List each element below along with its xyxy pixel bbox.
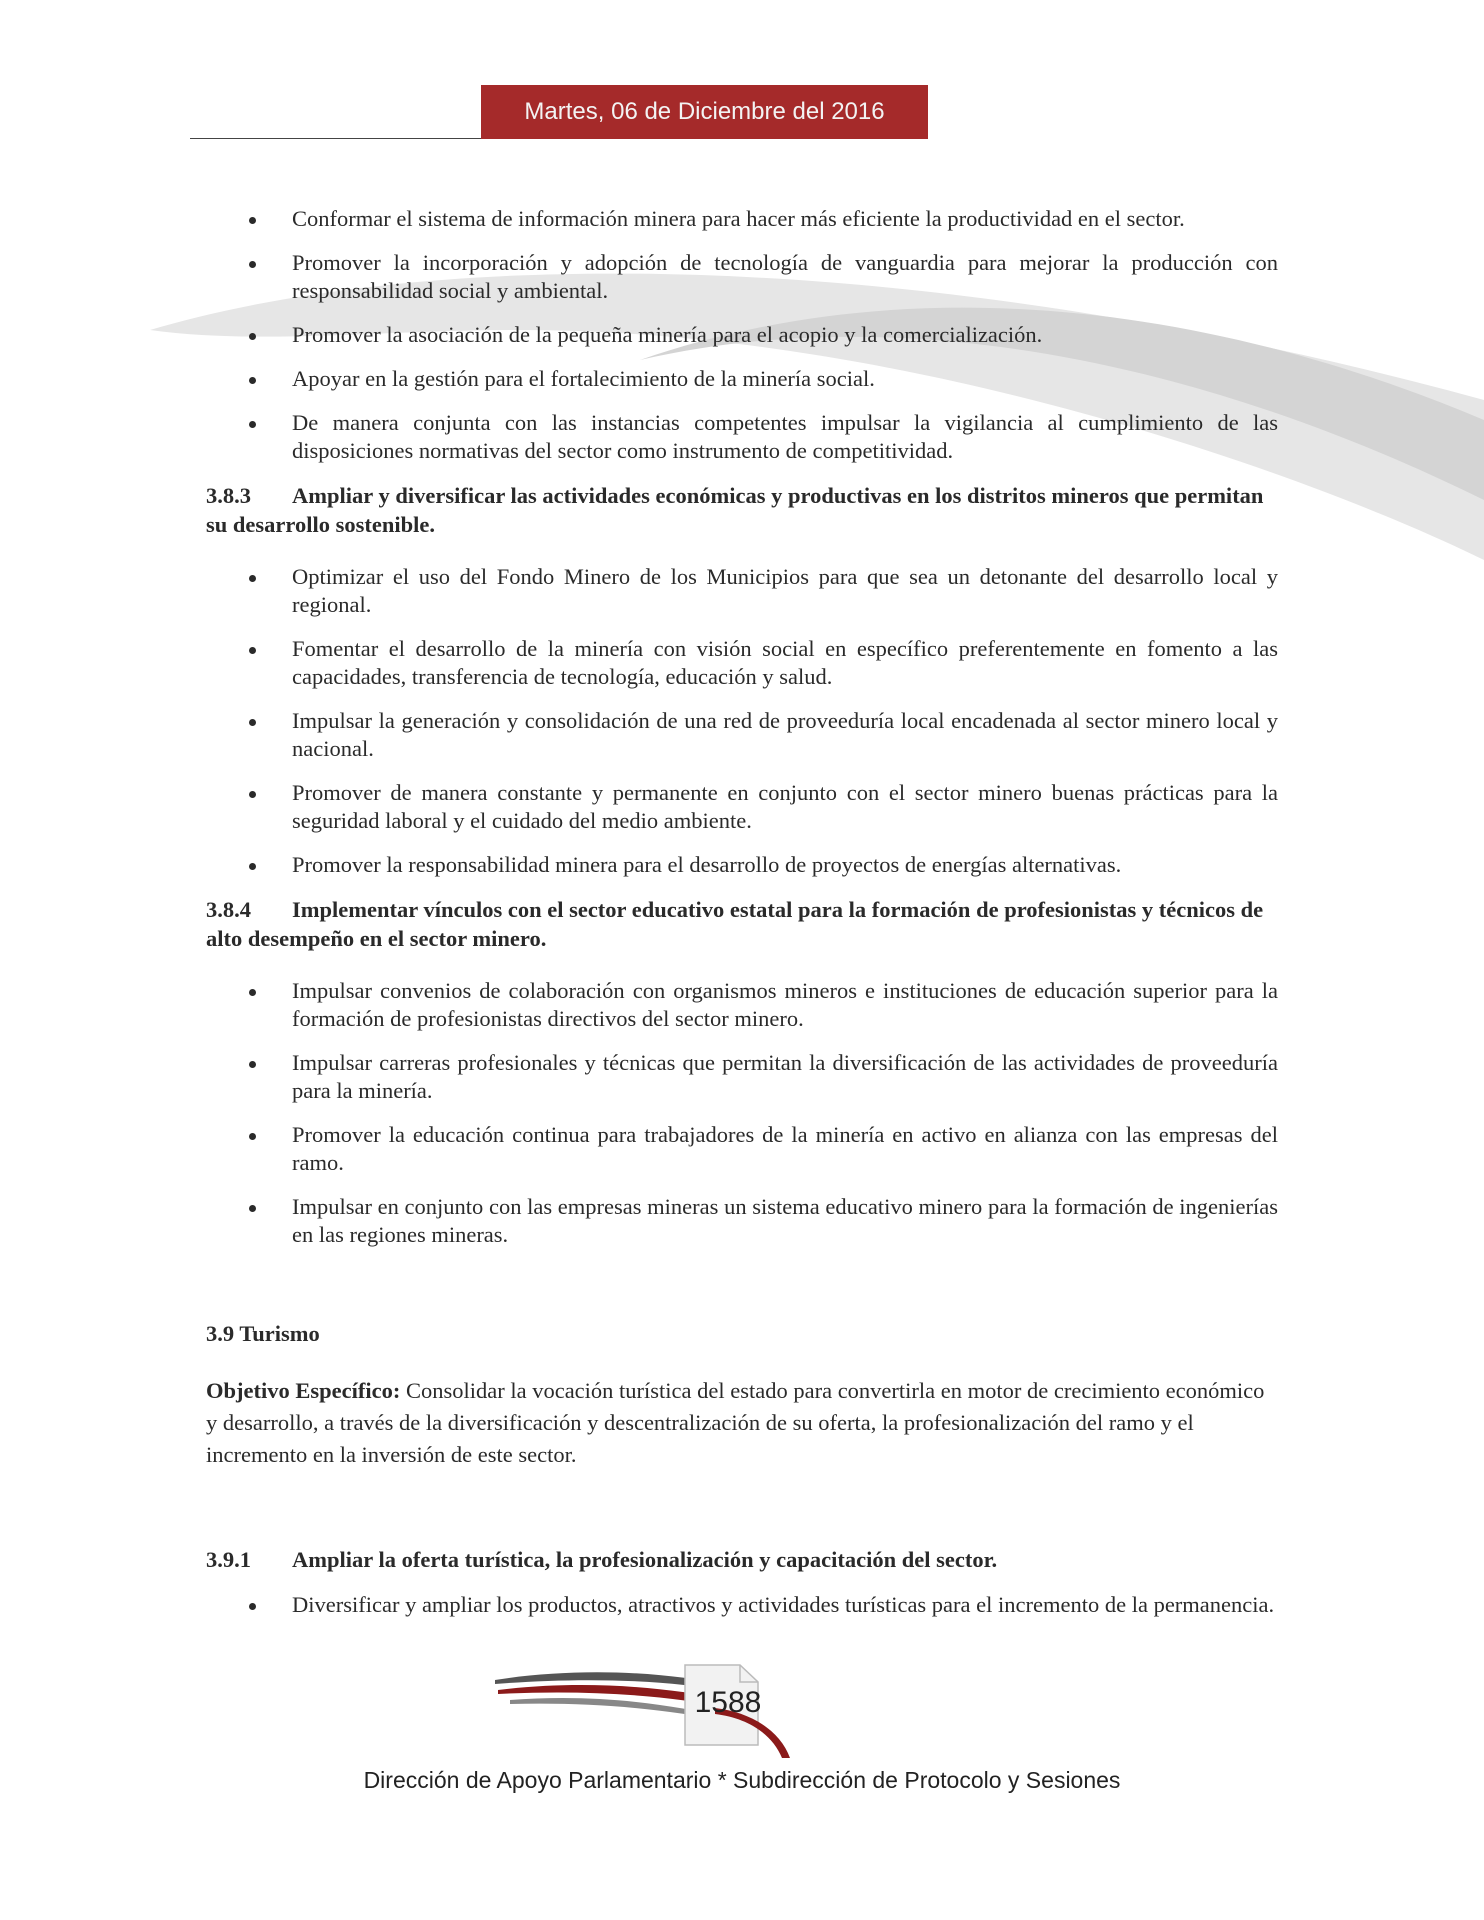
list-item: Diversificar y ampliar los productos, atractivos y actividades turísticas para el incremento de la permanencia. — [206, 1591, 1278, 1619]
bullet-list-3 — [206, 977, 1278, 1249]
list-item: Promover la educación continua para trabajadores de la minería en activo en alianza con las empresas del ramo. — [206, 1121, 1278, 1177]
section-heading-3-8-3: 3.8.3 Ampliar y diversificar las actividades económicas y productivas en los distritos mineros que permitan su desarrollo sostenible. — [206, 483, 1264, 537]
list-item: Impulsar en conjunto con las empresas mineras un sistema educativo minero para la formación de ingenierías en las regiones mineras. — [206, 1193, 1278, 1249]
list-item: Impulsar carreras profesionales y técnicas que permitan la diversificación de las actividades de proveeduría para la minería. — [206, 1049, 1278, 1105]
bullet-icon — [249, 421, 256, 428]
bullet-icon — [249, 791, 256, 798]
header-date: Martes, 06 de Diciembre del 2016 — [481, 85, 928, 139]
bullet-icon — [249, 1133, 256, 1140]
list-item: Impulsar la generación y consolidación de una red de proveeduría local encadenada al sector minero local y nacional. — [206, 707, 1278, 763]
list-item: Promover la incorporación y adopción de tecnología de vanguardia para mejorar la producción con responsabilidad social y ambiental. — [206, 249, 1278, 305]
bullet-icon — [249, 217, 256, 224]
bullet-icon — [249, 575, 256, 582]
document-body — [206, 205, 1278, 1635]
list-item: Promover la asociación de la pequeña minería para el acopio y la comercialización. — [206, 321, 1278, 349]
list-item: Optimizar el uso del Fondo Minero de los Municipios para que sea un detonante del desarrollo local y regional. — [206, 563, 1278, 619]
bullet-icon — [249, 989, 256, 996]
objective-paragraph — [206, 1375, 1266, 1471]
list-item: Apoyar en la gestión para el fortalecimiento de la minería social. — [206, 365, 1278, 393]
footer-text: Dirección de Apoyo Parlamentario * Subdirección de Protocolo y Sesiones — [363, 1767, 1121, 1793]
bullet-icon — [249, 647, 256, 654]
bullet-icon — [249, 1205, 256, 1212]
objective-text: Consolidar la vocación turística del estado para convertirla en motor de crecimiento económico y desarrollo, a través de la diversificación y descentralización de su oferta, la profesionalización del ramo y el incremento en la inversión de este sector. — [206, 1378, 1265, 1467]
bullet-icon — [249, 333, 256, 340]
section-heading-3-9-1: 3.9.1 Ampliar la oferta turística, la profesionalización y capacitación del sector. — [206, 1547, 998, 1572]
bullet-list-2 — [206, 563, 1278, 879]
list-item: Promover la responsabilidad minera para el desarrollo de proyectos de energías alternativas. — [206, 851, 1278, 879]
list-item: Promover de manera constante y permanente en conjunto con el sector minero buenas prácticas para la seguridad laboral y el cuidado del medio ambiente. — [206, 779, 1278, 835]
bullet-icon — [249, 377, 256, 384]
bullet-icon — [249, 719, 256, 726]
page-number: 1588 — [694, 1686, 762, 1719]
section-heading-3-9: 3.9 Turismo — [206, 1321, 320, 1346]
footer-page-emblem — [490, 1660, 830, 1760]
bullet-icon — [249, 261, 256, 268]
objective-label: Objetivo Específico: — [206, 1378, 401, 1403]
list-item: Conformar el sistema de información minera para hacer más eficiente la productividad en el sector. — [206, 205, 1278, 233]
section-heading-3-8-4: 3.8.4 Implementar vínculos con el sector educativo estatal para la formación de profesionistas y técnicos de alto desempeño en el sector minero. — [206, 897, 1264, 951]
list-item: Fomentar el desarrollo de la minería con visión social en específico preferentemente en fomento a las capacidades, transferencia de tecnología, educación y salud. — [206, 635, 1278, 691]
bullet-icon — [249, 863, 256, 870]
list-item: De manera conjunta con las instancias competentes impulsar la vigilancia al cumplimiento de las disposiciones normativas del sector como instrumento de competitividad. — [206, 409, 1278, 465]
list-item: Impulsar convenios de colaboración con organismos mineros e instituciones de educación superior para la formación de profesionistas directivos del sector minero. — [206, 977, 1278, 1033]
bullet-list-1 — [206, 205, 1278, 465]
bullet-icon — [249, 1061, 256, 1068]
bullet-icon — [249, 1603, 256, 1610]
bullet-list-4 — [206, 1591, 1278, 1619]
